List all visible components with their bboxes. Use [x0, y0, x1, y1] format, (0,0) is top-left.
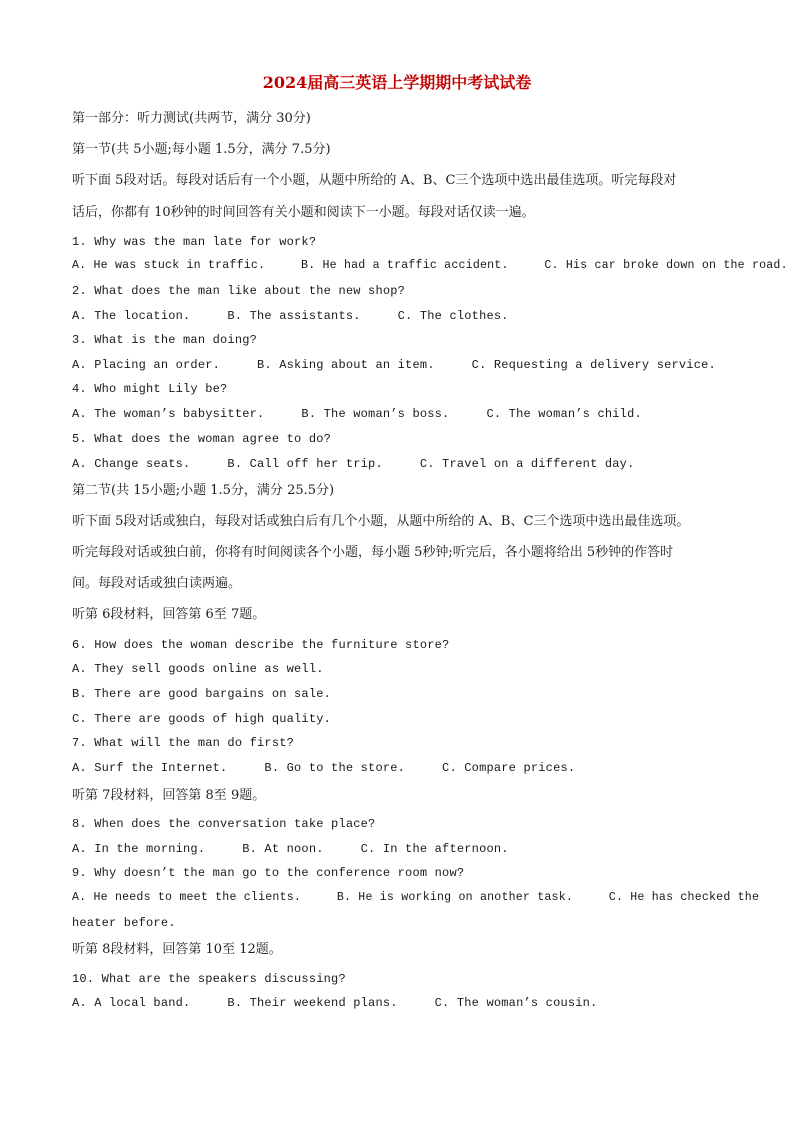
- question-8: 8. When does the conversation take place?: [72, 817, 376, 831]
- question-9: 9. Why doesn’t the man go to the conference room now?: [72, 866, 465, 880]
- exam-title: 2024届高三英语上学期期中考试试卷: [262, 73, 532, 92]
- material-7-heading: 听第 7段材料，回答第 8至 9题。: [72, 788, 266, 803]
- question-9-options-continued: heater before.: [72, 916, 176, 930]
- part-one-heading: 第一部分：听力测试(共两节，满分 30分): [72, 111, 311, 126]
- question-3: 3. What is the man doing?: [72, 333, 258, 347]
- material-6-heading: 听第 6段材料，回答第 6至 7题。: [72, 607, 266, 622]
- question-2: 2. What does the man like about the new shop?: [72, 284, 406, 298]
- section-one-instructions-line-2: 话后，你都有 10秒钟的时间回答有关小题和阅读下一小题。每段对话仅读一遍。: [72, 205, 535, 220]
- question-2-options: A. The location. B. The assistants. C. The clothes.: [72, 309, 509, 323]
- question-1: 1. Why was the man late for work?: [72, 235, 317, 249]
- question-5: 5. What does the woman agree to do?: [72, 432, 332, 446]
- question-6-option-a: A. They sell goods online as well.: [72, 662, 324, 676]
- question-6: 6. How does the woman describe the furniture store?: [72, 638, 450, 652]
- question-5-options: A. Change seats. B. Call off her trip. C. Travel on a different day.: [72, 457, 635, 471]
- question-8-options: A. In the morning. B. At noon. C. In the afternoon.: [72, 842, 509, 856]
- question-4-options: A. The woman’s babysitter. B. The woman’s boss. C. The woman’s child.: [72, 407, 642, 421]
- question-10: 10. What are the speakers discussing?: [72, 972, 346, 986]
- section-one-instructions-line-1: 听下面 5段对话。每段对话后有一个小题，从题中所给的 A、B、C三个选项中选出最佳选项。听完每段对: [72, 173, 677, 188]
- question-9-options: A. He needs to meet the clients. B. He is working on another task. C. He has checked the: [72, 891, 760, 904]
- section-two-heading: 第二节(共 15小题;小题 1.5分，满分 25.5分): [72, 483, 335, 498]
- question-7-options: A. Surf the Internet. B. Go to the store. C. Compare prices.: [72, 761, 576, 775]
- section-two-instructions-line-1: 听下面 5段对话或独白，每段对话或独白后有几个小题，从题中所给的 A、B、C三个选项中选出最佳选项。: [72, 514, 690, 529]
- question-1-options: A. He was stuck in traffic. B. He had a traffic accident. C. His car broke down on the road.: [72, 259, 788, 272]
- section-two-instructions-line-2: 听完每段对话或独白前，你将有时间阅读各个小题，每小题 5秒钟;听完后，各小题将给出 5秒钟的作答时: [72, 545, 674, 560]
- section-two-instructions-line-3: 间。每段对话或独白读两遍。: [72, 576, 242, 591]
- question-4: 4. Who might Lily be?: [72, 382, 228, 396]
- question-6-option-c: C. There are goods of high quality.: [72, 712, 332, 726]
- material-8-heading: 听第 8段材料，回答第 10至 12题。: [72, 942, 282, 957]
- section-one-heading: 第一节(共 5小题;每小题 1.5分，满分 7.5分): [72, 142, 331, 157]
- question-7: 7. What will the man do first?: [72, 736, 295, 750]
- question-6-option-b: B. There are good bargains on sale.: [72, 687, 332, 701]
- question-3-options: A. Placing an order. B. Asking about an item. C. Requesting a delivery service.: [72, 358, 716, 372]
- question-10-options: A. A local band. B. Their weekend plans. C. The woman’s cousin.: [72, 996, 598, 1010]
